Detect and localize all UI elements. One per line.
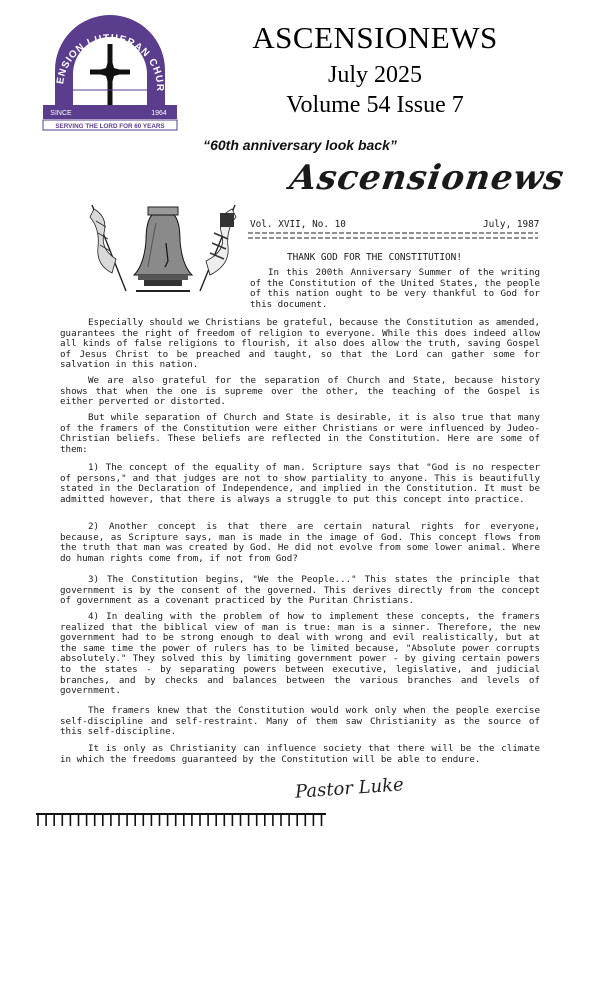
- article-paragraph: We are also grateful for the separation of Church and State, because history shows that when the one is supreme over the other, the teaching of the Gospel is either perverted or distorted.: [60, 375, 540, 408]
- old-masthead: Ascensionews: [287, 158, 567, 198]
- article-paragraph: It is only as Christianity can influence society that there will be the climate in which the freedoms guaranteed by the Constitution will be able to endure.: [60, 743, 540, 765]
- article-paragraph: 4) In dealing with the problem of how to implement these concepts, the framers realized that the biblical view of man is true: man is a sinner. Therefore, the new government had to be strong enough to deal with wrong and evil realistically, but at the same time the power of rulers has to be limited because, "Absolute power corrupts absolutely." They solved this by limiting government power - by giving certain powers to the states - by separating powers between executive, legislative, and judicial branches, and by checks and balances between the various branches and levels of government.: [60, 611, 540, 697]
- article-paragraph: But while separation of Church and State is desirable, it is also true that many of the framers of the Constitution were either Christians or were influenced by Judeo-Christian beliefs. These beliefs are reflected in the Constitution. Here are some of them:: [60, 412, 540, 455]
- logo-banner-text: SERVING THE LORD FOR 60 YEARS: [55, 123, 165, 130]
- article-paragraph: 3) The Constitution begins, "We the People..." This states the principle that government is by the consent of the governed. This derives directly from the concept of government as a covenant practiced by the Puritan Christians.: [60, 574, 540, 607]
- article-paragraph: The framers knew that the Constitution would work only when the people exercise self-discipline and self-restraint. Many of them saw Christianity as the source of this self-discipline.: [60, 705, 540, 738]
- article-intro: In this 200th Anniversary Summer of the writing of the Constitution of the United States, the people of this nation ought to be very thankful to God for this document.: [250, 267, 540, 310]
- newsletter-title: ASCENSIONEWS: [252, 20, 498, 55]
- church-logo: [35, 10, 185, 135]
- right-flag-icon: [200, 205, 236, 291]
- left-flag-icon: [90, 205, 126, 291]
- article-paragraph: 1) The concept of the equality of man. Scripture says that "God is no respecter of persons," and that judges are not to show partiality to anyone. This is beautifully stated in the Declaration of Independence, and implied in the Constitution. It must be admitted however, that there is always a struggle to put this concept into practice.: [60, 462, 540, 505]
- old-volume-number: Vol. XVII, No. 10: [250, 219, 346, 230]
- issue-volume: Volume 54 Issue 7: [286, 92, 464, 118]
- issue-date: July 2025: [327, 62, 422, 88]
- logo-arc-text: ENSION LUTHERAN CHUR: [55, 32, 166, 93]
- article-heading: THANK GOD FOR THE CONSTITUTION!: [287, 252, 462, 263]
- liberty-bell-illustration: [86, 203, 241, 295]
- logo-since-label: SINCE: [50, 110, 72, 117]
- lookback-caption: “60th anniversary look back”: [203, 137, 397, 153]
- old-issue-month: July, 1987: [483, 219, 540, 230]
- pastor-signature: Pastor Luke: [294, 774, 405, 803]
- logo-year-label: 1964: [151, 110, 167, 117]
- bell-icon: [134, 207, 192, 291]
- dashed-divider: [248, 230, 538, 242]
- article-paragraph: 2) Another concept is that there are certain natural rights for everyone, because, as Scripture says, man is made in the image of God. This concept flows from the truth that man was created by God. He did not evolve from some lower animal. Where do human rights come from, if not from God?: [60, 521, 540, 564]
- article-paragraph: Especially should we Christians be grateful, because the Constitution as amended, guarantees the right of freedom of religion to everyone. While this does indeed allow all kinds of false religions to flourish, it also does allow the truth, saving Gospel of Jesus Christ to be preached and taught, so that the Lord can gather some for salvation in this nation.: [60, 317, 540, 371]
- tick-rule: [36, 813, 326, 827]
- church-logo-graphic: [35, 10, 185, 135]
